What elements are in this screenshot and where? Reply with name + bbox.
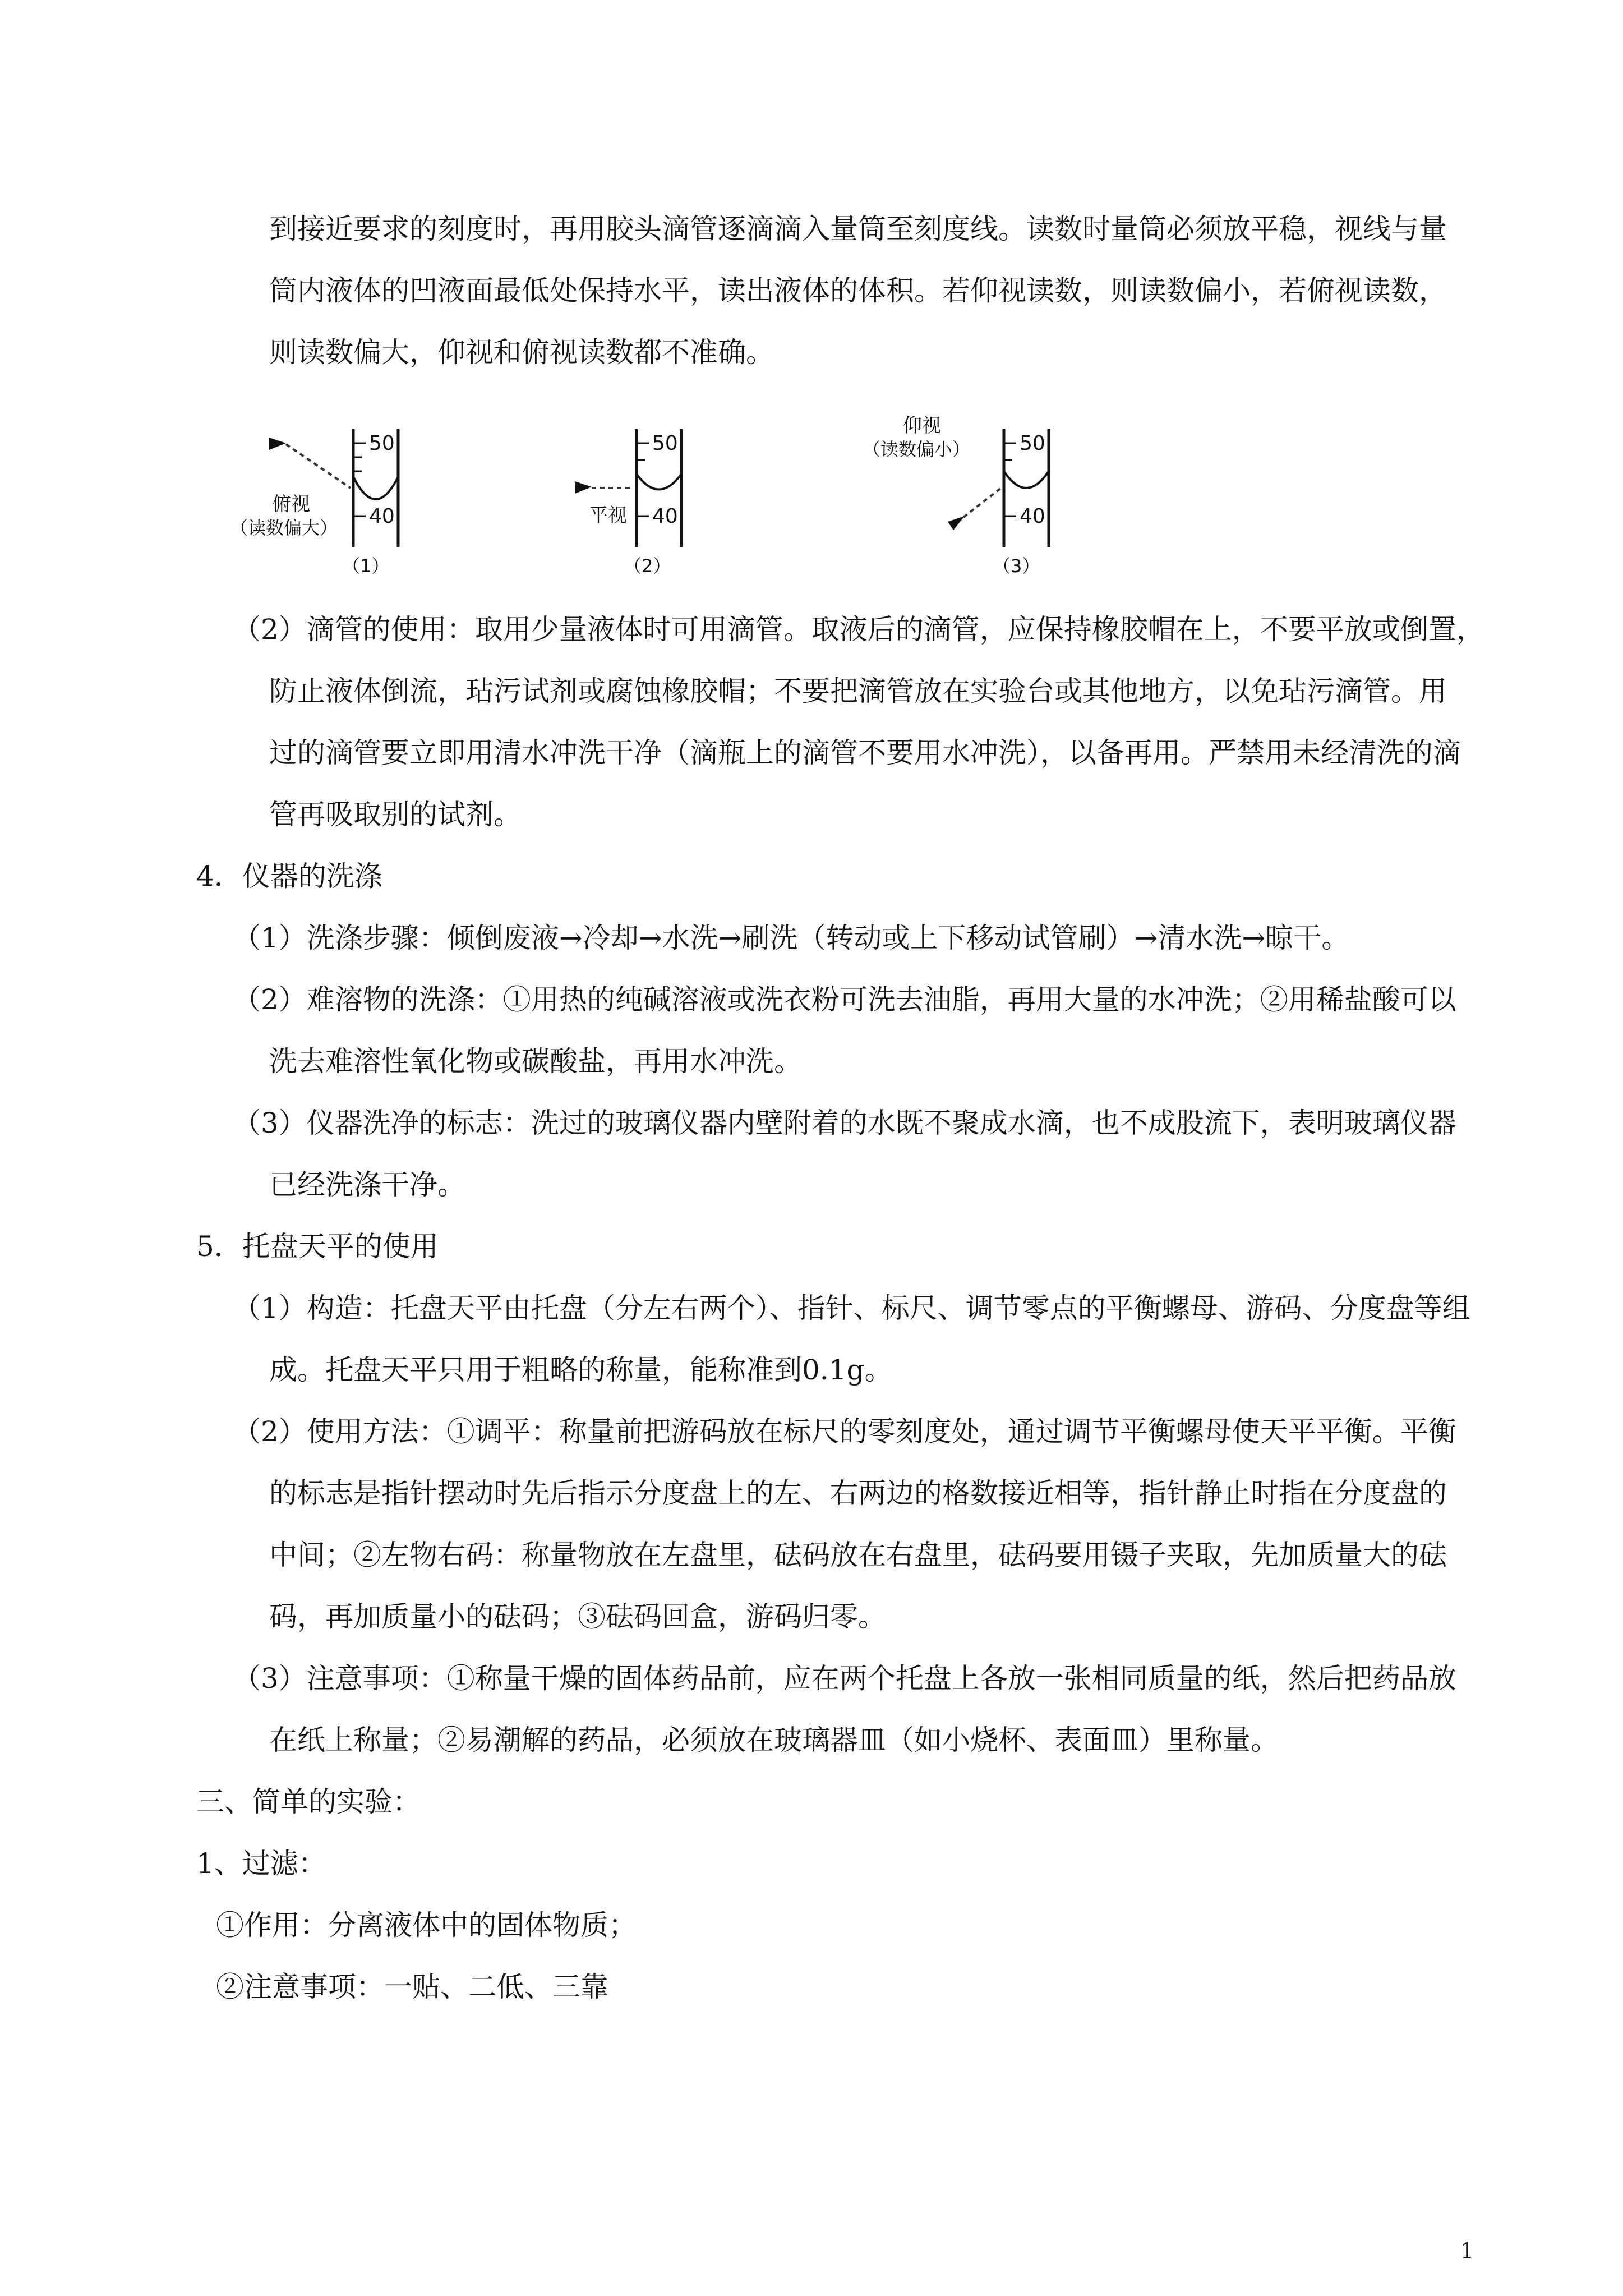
meniscus [637,474,681,490]
figure-2-level-view [575,429,681,577]
figure-1-top-view [230,429,398,577]
paragraph-line: 在纸上称量；②易潮解的药品，必须放在玻璃器皿（如小烧杯、表面皿）里称量。 [269,1724,1279,1756]
paragraph-line: 码，再加质量小的砝码；③砝码回盒，游码归零。 [269,1600,886,1633]
paragraph-line: （3）注意事项：①称量干燥的固体药品前，应在两个托盘上各放一张相同质量的纸，然后把药品放 [233,1662,1456,1695]
paragraph-line: （1）洗涤步骤：倾倒废液→冷却→水洗→刷洗（转动或上下移动试管刷）→清水洗→晾干。 [233,922,1350,954]
sight-line [963,488,1001,517]
figure-svg [202,409,1166,595]
figure-caption: （2） [624,555,671,577]
scale-label-top: 50 [369,432,395,455]
paragraph-line: （2）滴管的使用：取用少量液体时可用滴管。取液后的滴管，应保持橡胶帽在上，不要平放或倒置， [233,613,1484,646]
paragraph-line: （2）难溶物的洗涤：①用热的纯碱溶液或洗衣粉可洗去油脂，再用大量的水冲洗；②用稀盐酸可以 [233,983,1456,1016]
paragraph-line: 的标志是指针摆动时先后指示分度盘上的左、右两边的格数接近相等，指针静止时指在分度盘的 [269,1477,1447,1510]
paragraph-line: （1）构造：托盘天平由托盘（分左右两个）、指针、标尺、调节零点的平衡螺母、游码、分度盘等组 [233,1292,1470,1324]
paragraph-line: 过的滴管要立即用清水冲洗干净（滴瓶上的滴管不要用水冲洗），以备再用。严禁用未经清洗的滴 [269,737,1461,769]
sight-line [286,444,351,488]
view-label: 俯视 [272,493,310,516]
scale-label-bottom: 40 [369,505,395,528]
meniscus [1004,471,1049,488]
paragraph-line: （2）使用方法：①调平：称量前把游码放在标尺的零刻度处，通过调节平衡螺母使天平平衡。平衡 [233,1415,1456,1448]
page-number: 1 [1460,2238,1474,2263]
scale-label-bottom: 40 [652,505,678,528]
paragraph-line: 到接近要求的刻度时，再用胶头滴管逐滴滴入量筒至刻度线。读数时量筒必须放平稳，视线与量 [269,213,1447,245]
paragraph-line: 管再吸取别的试剂。 [269,798,522,831]
view-note: （读数偏大） [230,517,338,539]
paragraph-line: 洗去难溶性氧化物或碳酸盐，再用水冲洗。 [269,1045,802,1078]
paragraph-line: （3）仪器洗净的标志：洗过的玻璃仪器内壁附着的水既不聚成水滴，也不成股流下，表明玻璃仪器 [233,1107,1456,1139]
paragraph-line: 则读数偏大，仰视和俯视读数都不准确。 [269,336,774,369]
meniscus [353,477,398,499]
figure-3-bottom-view [863,415,1049,577]
view-note: （读数偏小） [863,439,971,460]
scale-label-top: 50 [1020,432,1045,455]
section-heading: 4．仪器的洗涤 [196,860,382,892]
paragraph-line: 已经洗涤干净。 [269,1168,465,1201]
graduated-cylinder-reading-figure [202,409,1166,595]
section-heading: 三、简单的实验： [196,1786,421,1818]
figure-caption: （1） [342,555,390,577]
paragraph-line: 成。托盘天平只用于粗略的称量，能称准到0.1g。 [269,1354,893,1386]
view-label: 仰视 [903,415,941,437]
scale-label-bottom: 40 [1020,505,1045,528]
paragraph-line: ②注意事项：一贴、二低、三靠 [216,1971,608,2003]
paragraph-line: ①作用：分离液体中的固体物质； [216,1909,637,1941]
paragraph-line: 中间；②左物右码：称量物放在左盘里，砝码放在右盘里，砝码要用镊子夹取，先加质量大的砝 [269,1539,1447,1571]
paragraph-line: 防止液体倒流，玷污试剂或腐蚀橡胶帽；不要把滴管放在实验台或其他地方，以免玷污滴管。用 [269,675,1447,707]
paragraph-line: 筒内液体的凹液面最低处保持水平，读出液体的体积。若仰视读数，则读数偏小，若俯视读数， [269,274,1447,307]
section-heading: 5．托盘天平的使用 [196,1230,439,1263]
scale-label-top: 50 [652,432,678,455]
eye-icon [575,481,592,494]
eye-icon [948,516,965,530]
eye-icon [269,438,286,450]
view-label: 平视 [589,504,627,527]
subsection-heading: 1、过滤： [196,1847,326,1880]
figure-caption: （3） [993,555,1040,577]
